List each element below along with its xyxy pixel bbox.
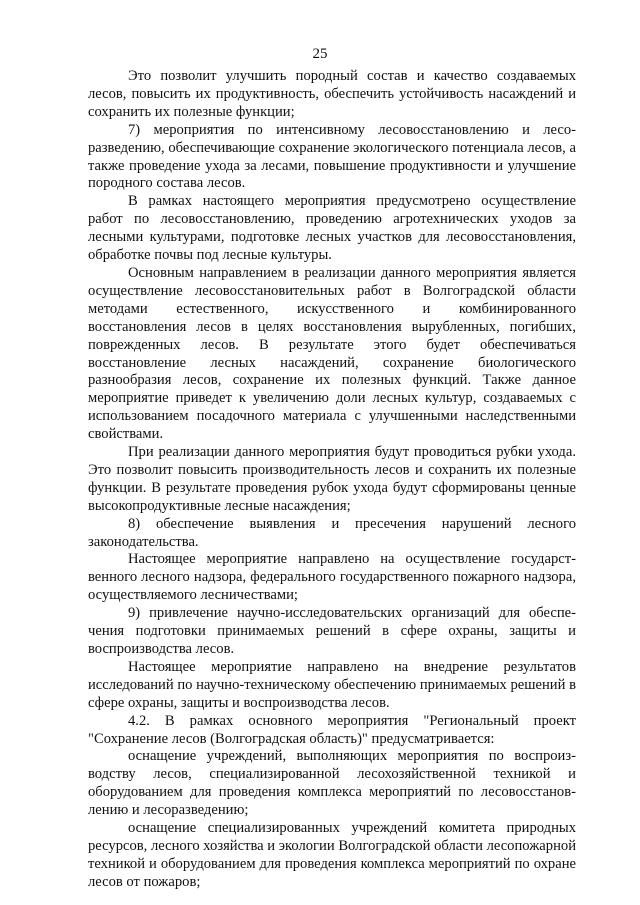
paragraph-1: Это позволит улучшить породный состав и качество создаваемых лесов, повысить их продуктивность, обеспечить устойчивость насаждений и сохранить их полезные функции; — [88, 68, 576, 120]
paragraph-9: Настоящее мероприятие направлено на внедрение результатов исследований по научно-техническому обеспечению принимаемых решений в сфере охраны, защиты и воспроизводства лесов. — [88, 658, 576, 711]
page-body — [88, 68, 576, 892]
paragraph-11: оснащение учреждений, выполняющих мероприятия по воспроизводству лесов, специализированной лесохозяйственной техникой и оборудованием для проведения комплекса мероприятий по лесовосстановлению и лесоразведению; — [88, 748, 576, 819]
paragraph-7: Настоящее мероприятие направлено на осуществление государственного лесного надзора, федерального государственного пожарного надзора, осуществляемого лесничествами; — [88, 551, 576, 604]
paragraph-12: оснащение специализированных учреждений комитета природных ресурсов, лесного хозяйства и экологии Волгоградской области лесопожарной техникой и оборудованием для проведения комплекса мероприятий по охране лесов от пожаров; — [88, 820, 576, 890]
page-number: 25 — [312, 46, 328, 62]
paragraph-6: 8) обеспечение выявления и пресечения нарушений лесного законодательства. — [88, 515, 576, 550]
paragraph-10: 4.2. В рамках основного мероприятия "Региональный проект "Сохранение лесов (Волгоградская область)" предусматривается: — [88, 712, 576, 747]
paragraph-2: 7) мероприятия по интенсивному лесовосстановлению и лесоразведению, обеспечивающие сохранение экологического потенциала лесов, а также проведение ухода за лесами, повышение продуктивности и улучшение породного состава лесов. — [88, 121, 576, 192]
paragraph-3: В рамках настоящего мероприятия предусмотрено осуществление работ по лесовосстановлению, проведению агротехнических уходов за лесными культурами, подготовке лесных участков для лесовосстановления, обработке почвы под лесные культуры. — [88, 193, 576, 264]
paragraph-8: 9) привлечение научно-исследовательских организаций для обеспечения подготовки принимаемых решений в сфере охраны, защиты и воспроизводства лесов. — [88, 605, 576, 657]
paragraph-4: Основным направлением в реализации данного мероприятия является осуществление лесовосстановительных работ в Волгоградской области методами естественного, искусственного и комбинированного восстановления лесов в целях восстановления вырубленных, погибших, поврежденных лесов. В результате этого будет обеспечиваться восстановление лесных насаждений, сохранение биологического разнообразия лесов, сохранение их полезных функций. Также данное мероприятие приведет к увеличению доли лесных культур, создаваемых с использованием посадочного материала с улучшенными наследственными свойствами. — [88, 264, 576, 443]
paragraph-5: При реализации данного мероприятия будут проводиться рубки ухода. Это позволит повысить производительность лесов и сохранить их полезные функции. В результате проведения рубок ухода будут сформированы ценные высокопродуктивные лесные насаждения; — [88, 444, 576, 514]
